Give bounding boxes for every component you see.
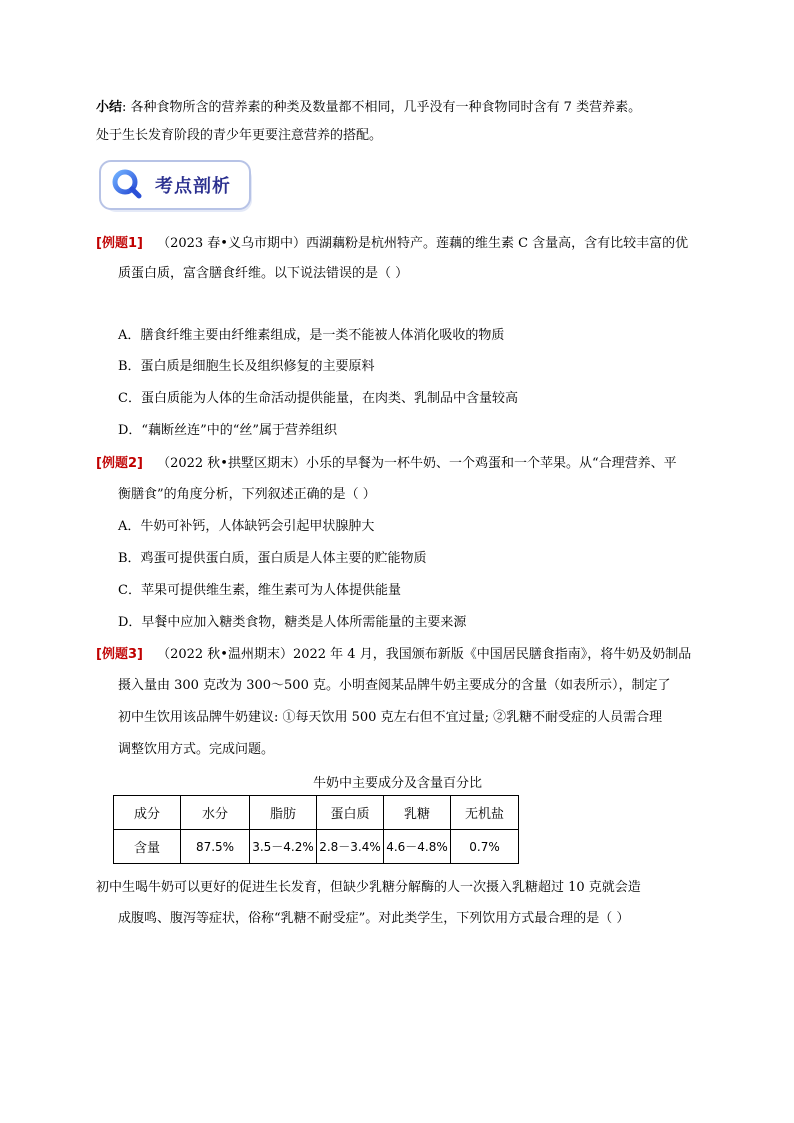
example2-tag: [例题2] [96,456,143,471]
example2-stem-line-1 [96,452,677,471]
table-row [114,830,519,864]
table-cell: 3.5－4.2% [250,830,317,864]
example1-option-a: A．膳食纤维主要由纤维素组成，是一类不能被人体消化吸收的物质 [118,328,505,343]
table-cell: 含量 [114,830,181,864]
example3-stem-line-4: 调整饮用方式。完成问题。 [118,742,275,757]
example2-option-a: A．牛奶可补钙，人体缺钙会引起甲状腺肿大 [118,519,375,534]
example1-option-d: D．“藕断丝连”中的“丝”属于营养组织 [118,423,338,438]
example2-option-d: D．早餐中应加入糖类食物，糖类是人体所需能量的主要来源 [118,615,467,630]
section-banner [99,160,251,210]
example1-tag: [例题1] [96,236,143,251]
summary-text-1: : 各种食物所含的营养素的种类及数量都不相同，几乎没有一种食物同时含有 7 类营养素。 [122,100,642,115]
table-header-cell: 水分 [181,796,250,830]
table-header-cell: 脂肪 [250,796,317,830]
summary-line-2: 处于生长发育阶段的青少年更要注意营养的搭配。 [96,128,383,143]
milk-composition-table [113,795,519,864]
example1-stem-line-1 [96,232,688,251]
table-caption: 牛奶中主要成分及含量百分比 [313,776,483,791]
example3-stem-line-2: 摄入量由 300 克改为 300～500 克。小明查阅某品牌牛奶主要成分的含量（如表所示），制定了 [118,678,671,693]
example2-option-b: B．鸡蛋可提供蛋白质，蛋白质是人体主要的贮能物质 [118,551,427,566]
example3-after-line-2: 成腹鸣、腹泻等症状，俗称“乳糖不耐受症”。对此类学生，下列饮用方式最合理的是（ ） [118,911,630,926]
example3-stem-line-3: 初中生饮用该品牌牛奶建议: ①每天饮用 500 克左右但不宜过量; ②乳糖不耐受症的人员需合理 [118,710,663,725]
table-header-cell: 乳糖 [384,796,451,830]
example3-tag: [例题3] [96,647,143,662]
example1-option-c: C．蛋白质能为人体的生命活动提供能量，在肉类、乳制品中含量较高 [118,391,518,406]
search-icon [112,169,142,199]
example2-option-c: C．苹果可提供维生素，维生素可为人体提供能量 [118,583,401,598]
example3-stem-line-1 [96,643,691,662]
table-cell: 87.5% [181,830,250,864]
banner-title: 考点剖析 [155,176,231,197]
table-cell: 0.7% [451,830,519,864]
example1-stem-line-2: 质蛋白质，富含膳食纤维。以下说法错误的是（ ） [118,266,409,281]
table-cell: 2.8－3.4% [317,830,384,864]
table-cell: 4.6－4.8% [384,830,451,864]
example3-stem-text-1: （2022 秋•温州期末）2022 年 4 月，我国颁布新版《中国居民膳食指南》，将牛奶及奶制品 [157,647,692,662]
example2-stem-text-1: （2022 秋•拱墅区期末）小乐的早餐为一杯牛奶、一个鸡蛋和一个苹果。从“合理营养、平 [157,456,677,471]
table-header-cell: 无机盐 [451,796,519,830]
example2-stem-line-2: 衡膳食”的角度分析，下列叙述正确的是（ ） [118,487,376,502]
example1-stem-text-1: （2023 春•义乌市期中）西湖藕粉是杭州特产。莲藕的维生素 C 含量高，含有比较丰富的优 [157,236,689,251]
summary-line-1 [96,96,641,115]
example1-option-b: B．蛋白质是细胞生长及组织修复的主要原料 [118,359,375,374]
table-header-cell: 成分 [114,796,181,830]
summary-label: 小结 [96,100,123,115]
table-header-row [114,796,519,830]
table-header-cell: 蛋白质 [317,796,384,830]
example3-after-line-1: 初中生喝牛奶可以更好的促进生长发育，但缺少乳糖分解酶的人一次摄入乳糖超过 10 克就会造 [96,880,641,895]
